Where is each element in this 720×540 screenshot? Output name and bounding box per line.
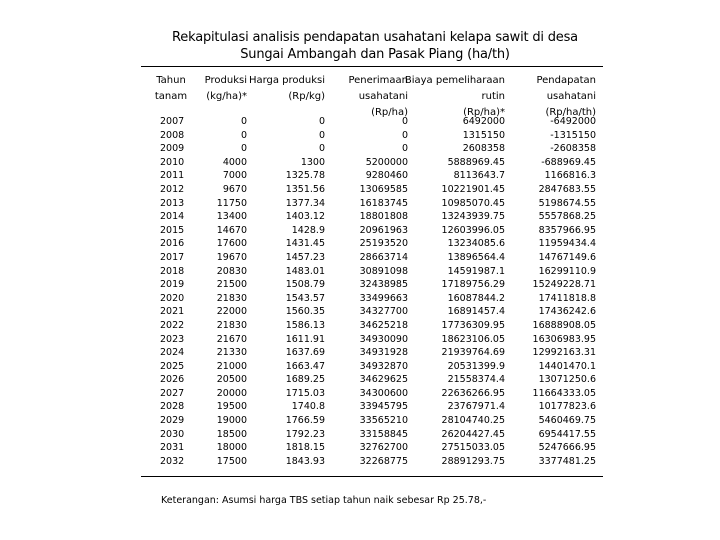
cell-produksi: 13400 xyxy=(216,211,247,223)
cell-produksi: 19500 xyxy=(216,401,247,413)
cell-tahun-tanam: 2014 xyxy=(160,211,185,223)
table-row xyxy=(0,428,720,442)
cell-tahun-tanam: 2018 xyxy=(160,265,185,277)
cell-pendapatan: 14767149.6 xyxy=(538,251,596,263)
cell-tahun-tanam: 2012 xyxy=(160,183,185,195)
table-row xyxy=(0,237,720,251)
cell-pendapatan: 2847683.55 xyxy=(538,183,596,195)
cell-biaya-pemeliharaan: 17736309.95 xyxy=(441,319,505,331)
cell-pendapatan: 5198674.55 xyxy=(538,197,596,209)
table-row xyxy=(0,414,720,428)
cell-penerimaan: 9280460 xyxy=(365,170,408,182)
cell-produksi: 20000 xyxy=(216,387,247,399)
cell-produksi: 22000 xyxy=(216,306,247,318)
cell-penerimaan: 28663714 xyxy=(359,251,408,263)
cell-pendapatan: 16299110.9 xyxy=(538,265,596,277)
cell-produksi: 7000 xyxy=(222,170,247,182)
cell-pendapatan: 14401470.1 xyxy=(538,360,596,372)
cell-tahun-tanam: 2016 xyxy=(160,238,185,250)
cell-harga-produksi: 0 xyxy=(318,116,325,127)
cell-penerimaan: 34327700 xyxy=(359,306,408,318)
cell-pendapatan: -2608358 xyxy=(550,143,596,155)
cell-penerimaan: 33499663 xyxy=(359,292,408,304)
cell-harga-produksi: 1715.03 xyxy=(285,387,325,399)
column-header-harga-produksi: Harga produksi (Rp/kg) xyxy=(248,75,325,102)
table-row xyxy=(0,265,720,279)
cell-tahun-tanam: 2011 xyxy=(160,170,185,182)
cell-harga-produksi: 1543.57 xyxy=(285,292,325,304)
cell-produksi: 11750 xyxy=(216,197,247,209)
column-header-penerimaan: Penerimaan usahatani (Rp/ha) xyxy=(348,75,408,118)
cell-biaya-pemeliharaan: 13896564.4 xyxy=(447,251,505,263)
column-header-produksi: Produksi (kg/ha)* xyxy=(204,75,247,102)
cell-penerimaan: 0 xyxy=(401,116,408,127)
cell-biaya-pemeliharaan: 14591987.1 xyxy=(447,265,505,277)
cell-harga-produksi: 1351.56 xyxy=(285,183,325,195)
cell-produksi: 18500 xyxy=(216,428,247,440)
cell-produksi: 20830 xyxy=(216,265,247,277)
cell-biaya-pemeliharaan: 27515033.05 xyxy=(441,442,505,454)
cell-biaya-pemeliharaan: 22636266.95 xyxy=(441,387,505,399)
cell-produksi: 17600 xyxy=(216,238,247,250)
cell-pendapatan: 15249228.71 xyxy=(532,279,596,291)
cell-biaya-pemeliharaan: 1315150 xyxy=(462,129,505,141)
cell-tahun-tanam: 2009 xyxy=(160,143,185,155)
cell-penerimaan: 34625218 xyxy=(359,319,408,331)
table-row xyxy=(0,373,720,387)
cell-produksi: 21830 xyxy=(216,319,247,331)
cell-penerimaan: 34932870 xyxy=(359,360,408,372)
table-title xyxy=(0,29,720,63)
cell-harga-produksi: 1431.45 xyxy=(285,238,325,250)
cell-produksi: 0 xyxy=(240,116,247,127)
cell-biaya-pemeliharaan: 18623106.05 xyxy=(441,333,505,345)
cell-harga-produksi: 1740.8 xyxy=(291,401,325,413)
table-title-line-2: Sungai Ambangah dan Pasak Piang (ha/th) xyxy=(240,47,510,62)
cell-pendapatan: 1166816.3 xyxy=(544,170,596,182)
cell-tahun-tanam: 2027 xyxy=(160,387,185,399)
cell-tahun-tanam: 2030 xyxy=(160,428,185,440)
cell-biaya-pemeliharaan: 21939764.69 xyxy=(441,347,505,359)
cell-harga-produksi: 0 xyxy=(318,143,325,155)
cell-pendapatan: 5557868.25 xyxy=(538,211,596,223)
cell-tahun-tanam: 2029 xyxy=(160,415,185,427)
column-header-tahun-tanam: Tahun tanam xyxy=(154,75,188,102)
cell-tahun-tanam: 2021 xyxy=(160,306,185,318)
table-row xyxy=(0,387,720,401)
cell-biaya-pemeliharaan: 26204427.45 xyxy=(441,428,505,440)
cell-penerimaan: 20961963 xyxy=(359,224,408,236)
table-row xyxy=(0,251,720,265)
cell-harga-produksi: 1792.23 xyxy=(285,428,325,440)
cell-produksi: 21670 xyxy=(216,333,247,345)
cell-produksi: 21330 xyxy=(216,347,247,359)
cell-harga-produksi: 1325.78 xyxy=(285,170,325,182)
cell-tahun-tanam: 2025 xyxy=(160,360,185,372)
cell-tahun-tanam: 2028 xyxy=(160,401,185,413)
cell-pendapatan: 12992163.31 xyxy=(532,347,596,359)
cell-biaya-pemeliharaan: 20531399.9 xyxy=(447,360,505,372)
cell-harga-produksi: 1403.12 xyxy=(285,211,325,223)
cell-tahun-tanam: 2022 xyxy=(160,319,185,331)
cell-penerimaan: 34300600 xyxy=(359,387,408,399)
table-row xyxy=(0,156,720,170)
cell-biaya-pemeliharaan: 2608358 xyxy=(462,143,505,155)
cell-harga-produksi: 1457.23 xyxy=(285,251,325,263)
cell-penerimaan: 25193520 xyxy=(359,238,408,250)
cell-penerimaan: 32268775 xyxy=(359,455,408,467)
table-row xyxy=(0,142,720,156)
cell-produksi: 9670 xyxy=(222,183,247,195)
cell-pendapatan: 6954417.55 xyxy=(538,428,596,440)
table-row xyxy=(0,224,720,238)
cell-penerimaan: 33945795 xyxy=(359,401,408,413)
cell-biaya-pemeliharaan: 10985070.45 xyxy=(441,197,505,209)
cell-produksi: 17500 xyxy=(216,455,247,467)
cell-pendapatan: 5247666.95 xyxy=(538,442,596,454)
cell-pendapatan: 11959434.4 xyxy=(538,238,596,250)
cell-pendapatan: 17411818.8 xyxy=(538,292,596,304)
cell-penerimaan: 33565210 xyxy=(359,415,408,427)
cell-tahun-tanam: 2023 xyxy=(160,333,185,345)
cell-pendapatan: 16306983.95 xyxy=(532,333,596,345)
table-note: Keterangan: Asumsi harga TBS setiap tahun naik sebesar Rp 25.78,- xyxy=(161,495,487,506)
cell-pendapatan: -6492000 xyxy=(550,116,596,127)
cell-produksi: 19000 xyxy=(216,415,247,427)
table-row xyxy=(0,319,720,333)
cell-pendapatan: 11664333.05 xyxy=(532,387,596,399)
cell-tahun-tanam: 2010 xyxy=(160,156,185,168)
table-row xyxy=(0,278,720,292)
cell-produksi: 21000 xyxy=(216,360,247,372)
cell-biaya-pemeliharaan: 23767971.4 xyxy=(447,401,505,413)
table-row xyxy=(0,346,720,360)
cell-pendapatan: 8357966.95 xyxy=(538,224,596,236)
cell-produksi: 18000 xyxy=(216,442,247,454)
cell-penerimaan: 34931928 xyxy=(359,347,408,359)
table-row xyxy=(0,333,720,347)
cell-pendapatan: 16888908.05 xyxy=(532,319,596,331)
cell-harga-produksi: 1508.79 xyxy=(285,279,325,291)
cell-penerimaan: 34930090 xyxy=(359,333,408,345)
cell-produksi: 14670 xyxy=(216,224,247,236)
cell-penerimaan: 0 xyxy=(401,143,408,155)
cell-tahun-tanam: 2017 xyxy=(160,251,185,263)
table-row xyxy=(0,169,720,183)
cell-biaya-pemeliharaan: 28891293.75 xyxy=(441,455,505,467)
cell-biaya-pemeliharaan: 13234085.6 xyxy=(447,238,505,250)
cell-biaya-pemeliharaan: 17189756.29 xyxy=(441,279,505,291)
cell-harga-produksi: 0 xyxy=(318,129,325,141)
table-row xyxy=(0,115,720,129)
cell-biaya-pemeliharaan: 16087844.2 xyxy=(447,292,505,304)
table-row xyxy=(0,210,720,224)
cell-harga-produksi: 1560.35 xyxy=(285,306,325,318)
cell-produksi: 0 xyxy=(240,143,247,155)
cell-penerimaan: 33158845 xyxy=(359,428,408,440)
cell-tahun-tanam: 2008 xyxy=(160,129,185,141)
table-row xyxy=(0,292,720,306)
cell-biaya-pemeliharaan: 12603996.05 xyxy=(441,224,505,236)
cell-pendapatan: 10177823.6 xyxy=(538,401,596,413)
cell-biaya-pemeliharaan: 21558374.4 xyxy=(447,374,505,386)
cell-penerimaan: 0 xyxy=(401,129,408,141)
cell-produksi: 20500 xyxy=(216,374,247,386)
table-row xyxy=(0,197,720,211)
cell-biaya-pemeliharaan: 13243939.75 xyxy=(441,211,505,223)
cell-harga-produksi: 1818.15 xyxy=(285,442,325,454)
cell-tahun-tanam: 2007 xyxy=(160,116,185,127)
cell-penerimaan: 32762700 xyxy=(359,442,408,454)
cell-tahun-tanam: 2019 xyxy=(160,279,185,291)
cell-produksi: 21830 xyxy=(216,292,247,304)
table-row xyxy=(0,400,720,414)
cell-biaya-pemeliharaan: 10221901.45 xyxy=(441,183,505,195)
cell-pendapatan: 5460469.75 xyxy=(538,415,596,427)
cell-produksi: 4000 xyxy=(222,156,247,168)
cell-pendapatan: -1315150 xyxy=(550,129,596,141)
cell-harga-produksi: 1428.9 xyxy=(291,224,325,236)
cell-pendapatan: 3377481.25 xyxy=(538,455,596,467)
cell-tahun-tanam: 2031 xyxy=(160,442,185,454)
table-bottom-rule xyxy=(141,476,603,477)
cell-harga-produksi: 1843.93 xyxy=(285,455,325,467)
column-header-pendapatan: Pendapatan usahatani (Rp/ha/th) xyxy=(536,75,596,118)
cell-penerimaan: 16183745 xyxy=(359,197,408,209)
cell-biaya-pemeliharaan: 6492000 xyxy=(462,116,505,127)
cell-harga-produksi: 1483.01 xyxy=(285,265,325,277)
cell-harga-produksi: 1611.91 xyxy=(285,333,325,345)
cell-biaya-pemeliharaan: 16891457.4 xyxy=(447,306,505,318)
cell-pendapatan: 17436242.6 xyxy=(538,306,596,318)
cell-pendapatan: 13071250.6 xyxy=(538,374,596,386)
cell-harga-produksi: 1637.69 xyxy=(285,347,325,359)
table-row xyxy=(0,183,720,197)
cell-produksi: 0 xyxy=(240,129,247,141)
cell-penerimaan: 32438985 xyxy=(359,279,408,291)
table-row xyxy=(0,305,720,319)
table-row xyxy=(0,360,720,374)
cell-tahun-tanam: 2013 xyxy=(160,197,185,209)
cell-penerimaan: 13069585 xyxy=(359,183,408,195)
cell-harga-produksi: 1663.47 xyxy=(285,360,325,372)
table-top-rule xyxy=(141,66,603,67)
cell-produksi: 21500 xyxy=(216,279,247,291)
cell-penerimaan: 30891098 xyxy=(359,265,408,277)
cell-biaya-pemeliharaan: 28104740.25 xyxy=(441,415,505,427)
cell-tahun-tanam: 2024 xyxy=(160,347,185,359)
cell-tahun-tanam: 2026 xyxy=(160,374,185,386)
cell-penerimaan: 5200000 xyxy=(365,156,408,168)
cell-harga-produksi: 1766.59 xyxy=(285,415,325,427)
cell-biaya-pemeliharaan: 8113643.7 xyxy=(453,170,505,182)
cell-harga-produksi: 1377.34 xyxy=(285,197,325,209)
table-body xyxy=(0,115,720,468)
cell-tahun-tanam: 2020 xyxy=(160,292,185,304)
cell-harga-produksi: 1689.25 xyxy=(285,374,325,386)
cell-tahun-tanam: 2032 xyxy=(160,455,185,467)
table-row xyxy=(0,129,720,143)
column-header-biaya-pemeliharaan: Biaya pemeliharaan rutin (Rp/ha)* xyxy=(404,75,505,118)
table-row xyxy=(0,441,720,455)
cell-harga-produksi: 1300 xyxy=(300,156,325,168)
cell-harga-produksi: 1586.13 xyxy=(285,319,325,331)
cell-penerimaan: 18801808 xyxy=(359,211,408,223)
cell-pendapatan: -688969.45 xyxy=(541,156,596,168)
cell-penerimaan: 34629625 xyxy=(359,374,408,386)
cell-tahun-tanam: 2015 xyxy=(160,224,185,236)
table-title-line-1: Rekapitulasi analisis pendapatan usahatani kelapa sawit di desa xyxy=(172,30,578,45)
cell-produksi: 19670 xyxy=(216,251,247,263)
cell-biaya-pemeliharaan: 5888969.45 xyxy=(447,156,505,168)
table-row xyxy=(0,455,720,469)
